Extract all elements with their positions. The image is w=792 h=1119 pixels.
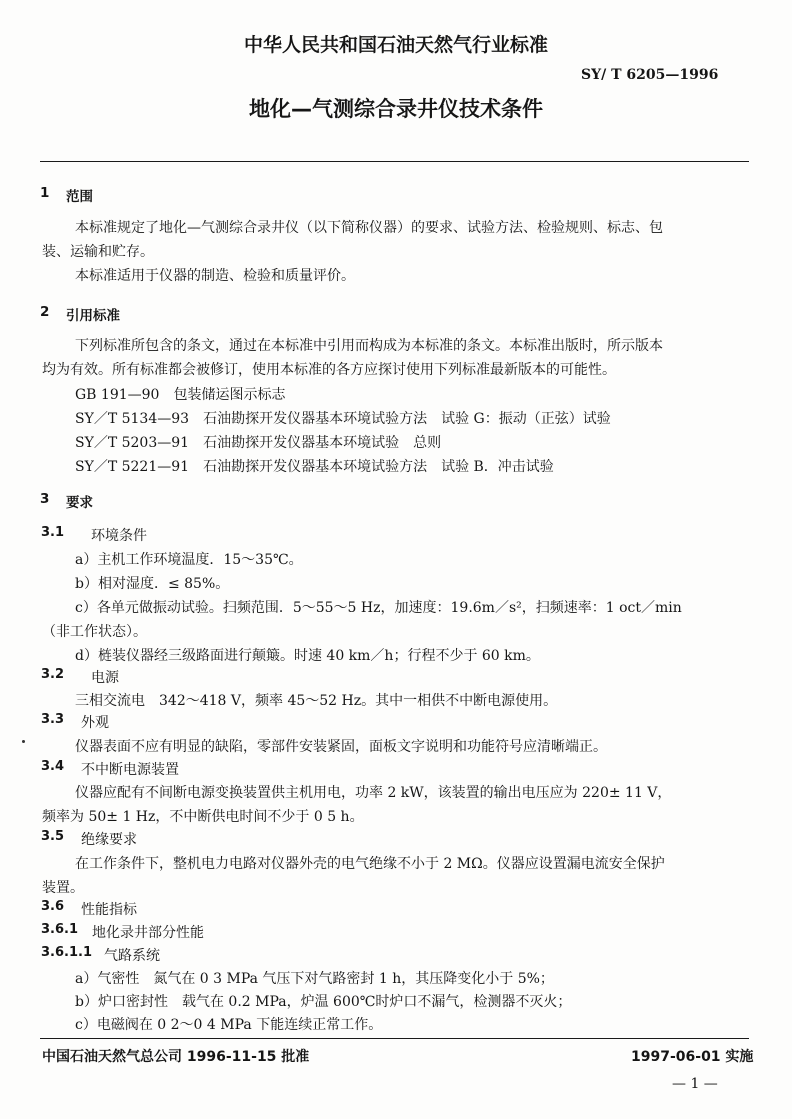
paragraph-line: 仪器应配有不间断电源变换装置供主机用电，功率 2 kW，该装置的输出电压应为 220± 11 V，	[75, 785, 672, 801]
list-item: c）各单元做振动试验。扫频范围．5～55～5 Hz，加速度：19.6m／s²，扫频速率：1 oct／min	[75, 600, 682, 616]
subsection-3-4-heading	[0, 759, 300, 779]
effective-date: 1997-06-01 实施	[631, 1049, 754, 1065]
paragraph-line: 本标准适用于仪器的制造、检验和质量评价。	[75, 268, 355, 284]
list-item-continuation: （非工作状态）。	[42, 624, 147, 640]
subsection-title: 气路系统	[104, 948, 160, 964]
paragraph-line: 本标准规定了地化—气测综合录井仪（以下简称仪器）的要求、试验方法、检验规则、标志、包	[75, 220, 663, 236]
subsection-title: 地化录井部分性能	[92, 925, 204, 941]
list-item: a）气密性 氮气在 0 3 MPa 气压下对气路密封 1 h，其压降变化小于 5%；	[75, 971, 554, 987]
reference-item: SY／T 5203—91 石油勘探开发仪器基本环境试验 总则	[75, 435, 442, 451]
list-item: c）电磁阀在 0 2～0 4 MPa 下能连续正常工作。	[75, 1017, 383, 1033]
paragraph-line: 仪器表面不应有明显的缺陷，零部件安装紧固，面板文字说明和功能符号应清晰端正。	[75, 739, 607, 755]
subsection-3-6-1-1-heading	[0, 945, 300, 965]
paragraph-line: 在工作条件下，整机电力电路对仪器外壳的电气绝缘不小于 2 MΩ。仪器应设置漏电流安全保护	[75, 856, 665, 872]
section-3-heading	[0, 491, 300, 511]
paragraph-line: 三相交流电 342～418 V，频率 45～52 Hz。其中一相供不中断电源使用。	[75, 693, 558, 709]
subsection-3-5-heading	[0, 829, 300, 849]
subsection-number: 3.5	[41, 829, 65, 844]
subsection-number: 3.6	[41, 899, 65, 914]
section-number: 1	[40, 185, 50, 201]
list-item: a）主机工作环境温度．15～35℃。	[75, 552, 303, 568]
section-number: 3	[40, 491, 50, 507]
list-item: b）相对湿度．≤ 85%。	[75, 576, 230, 592]
subsection-number: 3.2	[41, 667, 65, 682]
subsection-3-6-heading	[0, 899, 300, 919]
subsection-title: 绝缘要求	[81, 832, 137, 848]
paragraph-line: 均为有效。所有标准都会被修订，使用本标准的各方应探讨使用下列标准最新版本的可能性。	[42, 362, 616, 378]
approval-line: 中国石油天然气总公司 1996-11-15 批准	[42, 1049, 310, 1065]
section-2-heading	[0, 304, 300, 324]
document-title: 地化—气测综合录井仪技术条件	[249, 97, 543, 121]
subsection-title: 环境条件	[91, 528, 147, 544]
section-title: 引用标准	[66, 308, 120, 324]
subsection-title: 电源	[91, 670, 119, 686]
reference-item: GB 191—90 包装储运图示标志	[75, 387, 286, 403]
subsection-number: 3.1	[41, 525, 65, 540]
subsection-3-2-heading	[0, 667, 300, 687]
subsection-3-1-heading	[0, 525, 300, 545]
standard-number: SY/ T 6205—1996	[581, 67, 719, 83]
subsection-title: 外观	[81, 715, 109, 731]
section-1-heading	[0, 185, 300, 205]
subsection-number: 3.6.1.1	[41, 945, 92, 960]
page-number: — 1 —	[672, 1076, 718, 1092]
header-rule	[40, 161, 749, 162]
paragraph-line: 频率为 50± 1 Hz，不中断供电时间不少于 0 5 h。	[42, 809, 364, 825]
subsection-number: 3.4	[41, 759, 65, 774]
org-standard-heading: 中华人民共和国石油天然气行业标准	[243, 34, 548, 56]
subsection-number: 3.6.1	[41, 922, 79, 937]
footer-rule	[40, 1038, 749, 1039]
section-number: 2	[40, 304, 50, 320]
paragraph-line: 装、运输和贮存。	[42, 244, 154, 260]
paragraph-line: 装置。	[42, 880, 84, 896]
section-title: 范围	[66, 189, 93, 205]
subsection-title: 性能指标	[81, 902, 137, 918]
reference-item: SY／T 5134—93 石油勘探开发仪器基本环境试验方法 试验 G：振动（正弦）试验	[75, 411, 611, 427]
paragraph-line: 下列标准所包含的条文，通过在本标准中引用而构成为本标准的条文。本标准出版时，所示版本	[75, 338, 663, 354]
section-title: 要求	[66, 495, 93, 511]
reference-item: SY／T 5221—91 石油勘探开发仪器基本环境试验方法 试验 B．冲击试验	[75, 459, 554, 475]
subsection-title: 不中断电源装置	[81, 762, 179, 778]
scan-speck	[22, 740, 25, 743]
list-item: b）炉口密封性 载气在 0.2 MPa，炉温 600℃时炉口不漏气，检测器不灭火；	[75, 994, 572, 1010]
list-item: d）梿装仪器经三级路面进行颠簸。时速 40 km／h；行程不少于 60 km。	[75, 648, 540, 664]
subsection-number: 3.3	[41, 712, 65, 727]
subsection-3-3-heading	[0, 712, 300, 732]
subsection-3-6-1-heading	[0, 922, 300, 942]
